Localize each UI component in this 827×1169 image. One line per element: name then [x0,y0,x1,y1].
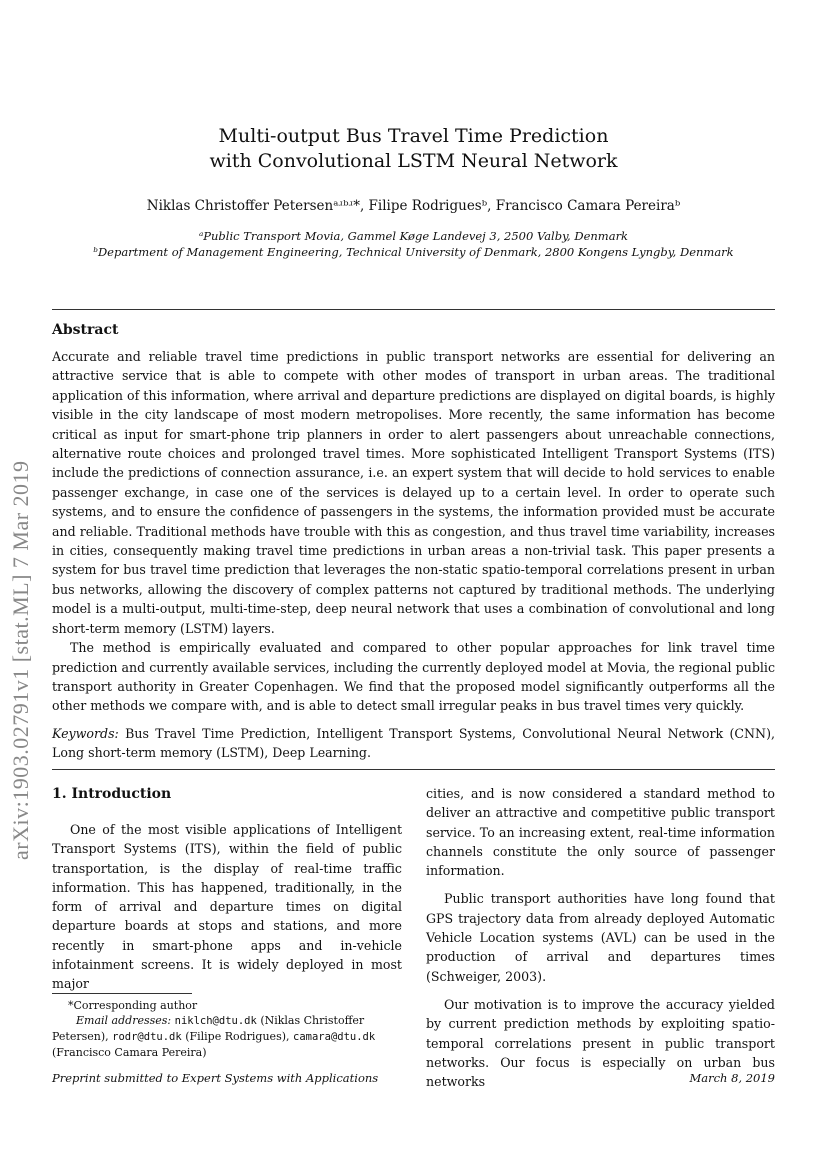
affiliation-a: ᵃPublic Transport Movia, Gammel Køge Landevej 3, 2500 Valby, Denmark [198,229,629,243]
email-link-2[interactable]: rodr@dtu.dk [112,1031,182,1043]
keywords-block [52,724,775,763]
abstract-heading: Abstract [52,322,119,338]
intro-paragraph-1: One of the most visible applications of Intelligent Transport Systems (ITS), within the field of public transportation, is the display of real-time traffic information. This has happened, traditionally, in the form of arrival and departure times on digital departure boards at stops and stations, and more recently in smart-phone apps and in-vehicle infotainment screens. It is widely deployed in most major [52,822,402,992]
footer-submission: Preprint submitted to Expert Systems with Applications [52,1071,379,1085]
abstract-body [52,347,775,763]
abstract-bottom-rule [52,769,775,770]
footnotes [52,998,402,1060]
email-link-1[interactable]: niklch@dtu.dk [174,1015,257,1027]
email-label: Email addresses: [76,1014,172,1027]
intro-heading: 1. Introduction [52,786,172,802]
right-column [426,784,775,1091]
affiliation-b: ᵇDepartment of Management Engineering, Technical University of Denmark, 2800 Kongens Lyngby, Denmark [93,245,734,259]
keywords-text: Bus Travel Time Prediction, Intelligent Transport Systems, Convolutional Neural Network (CNN), Long short-term memory (LSTM), Deep Learning. [52,725,775,761]
footnote-corresponding: *Corresponding author [68,999,198,1012]
title-line-2: with Convolutional LSTM Neural Network [209,150,618,172]
author-list: Niklas Christoffer Petersenᵃʴᵇʴ*, Filipe Rodriguesᵇ, Francisco Camara Pereiraᵇ [146,198,681,214]
email-owner-2: (Filipe Rodrigues), [185,1030,290,1043]
title-line-1: Multi-output Bus Travel Time Prediction [218,125,609,147]
footnote-emails [52,1013,402,1060]
email-owner-3: (Francisco Camara Pereira) [52,1046,207,1059]
right-paragraph-1: cities, and is now considered a standard method to deliver an attractive and competitive public transport service. To an increasing extent, real-time information channels constitute the only source of passenger information. [426,786,775,879]
arxiv-identifier: arXiv:1903.02791v1 [stat.ML] 7 Mar 2019 [8,460,33,860]
abstract-paragraph-1: Accurate and reliable travel time predictions in public transport networks are essential for delivering an attractive service that is able to compete with other modes of transport in urban areas. The traditional application of this information, where arrival and departure predictions are displayed on digital boards, is highly visible in the city landscape of most modern metropolises. More recently, the same information has become critical as input for smart-phone trip planners in order to alert passengers about unreachable connections, alternative route choices and prolonged travel times. More sophisticated Intelligent Transport Systems (ITS) include the predictions of connection assurance, i.e. an expert system that will decide to hold services to enable passenger exchange, in case one of the services is delayed up to a certain level. In order to operate such systems, and to ensure the confidence of passengers in the systems, the information provided must be accurate and reliable. Traditional methods have trouble with this as congestion, and thus travel time variability, increases in cities, consequently making travel time predictions in urban areas a non-trivial task. This paper presents a system for bus travel time prediction that leverages the non-static spatio-temporal correlations present in urban bus networks, allowing the discovery of complex patterns not captured by traditional methods. The underlying model is a multi-output, multi-time-step, deep neural network that uses a combination of convolutional and long short-term memory (LSTM) layers. [52,349,775,636]
email-owner-1: (Niklas Christoffer Petersen), [52,1014,365,1043]
footer-date: March 8, 2019 [689,1071,775,1085]
right-paragraph-2: Public transport authorities have long found that GPS trajectory data from already deployed Automatic Vehicle Location systems (AVL) can be used in the production of arrival and departures times (Schweiger, 2003). [426,891,775,984]
footnote-rule [52,993,192,994]
keywords-label: Keywords: [52,725,119,741]
right-paragraph-3: Our motivation is to improve the accuracy yielded by current prediction methods by exploiting spatio-temporal correlations present in public transport networks. Our focus is especially on urban bus networks [426,996,775,1090]
top-rule [52,309,775,310]
email-link-3[interactable]: camara@dtu.dk [293,1031,376,1043]
abstract-paragraph-2: The method is empirically evaluated and compared to other popular approaches for link travel time prediction and currently available services, including the currently deployed model at Movia, the regional public transport authority in Greater Copenhagen. We find that the proposed model significantly outperforms all the other methods we compare with, and is able to detect small irregular peaks in bus travel times very quickly. [52,640,775,714]
paper-title [0,124,827,174]
arxiv-watermark [4,360,44,860]
